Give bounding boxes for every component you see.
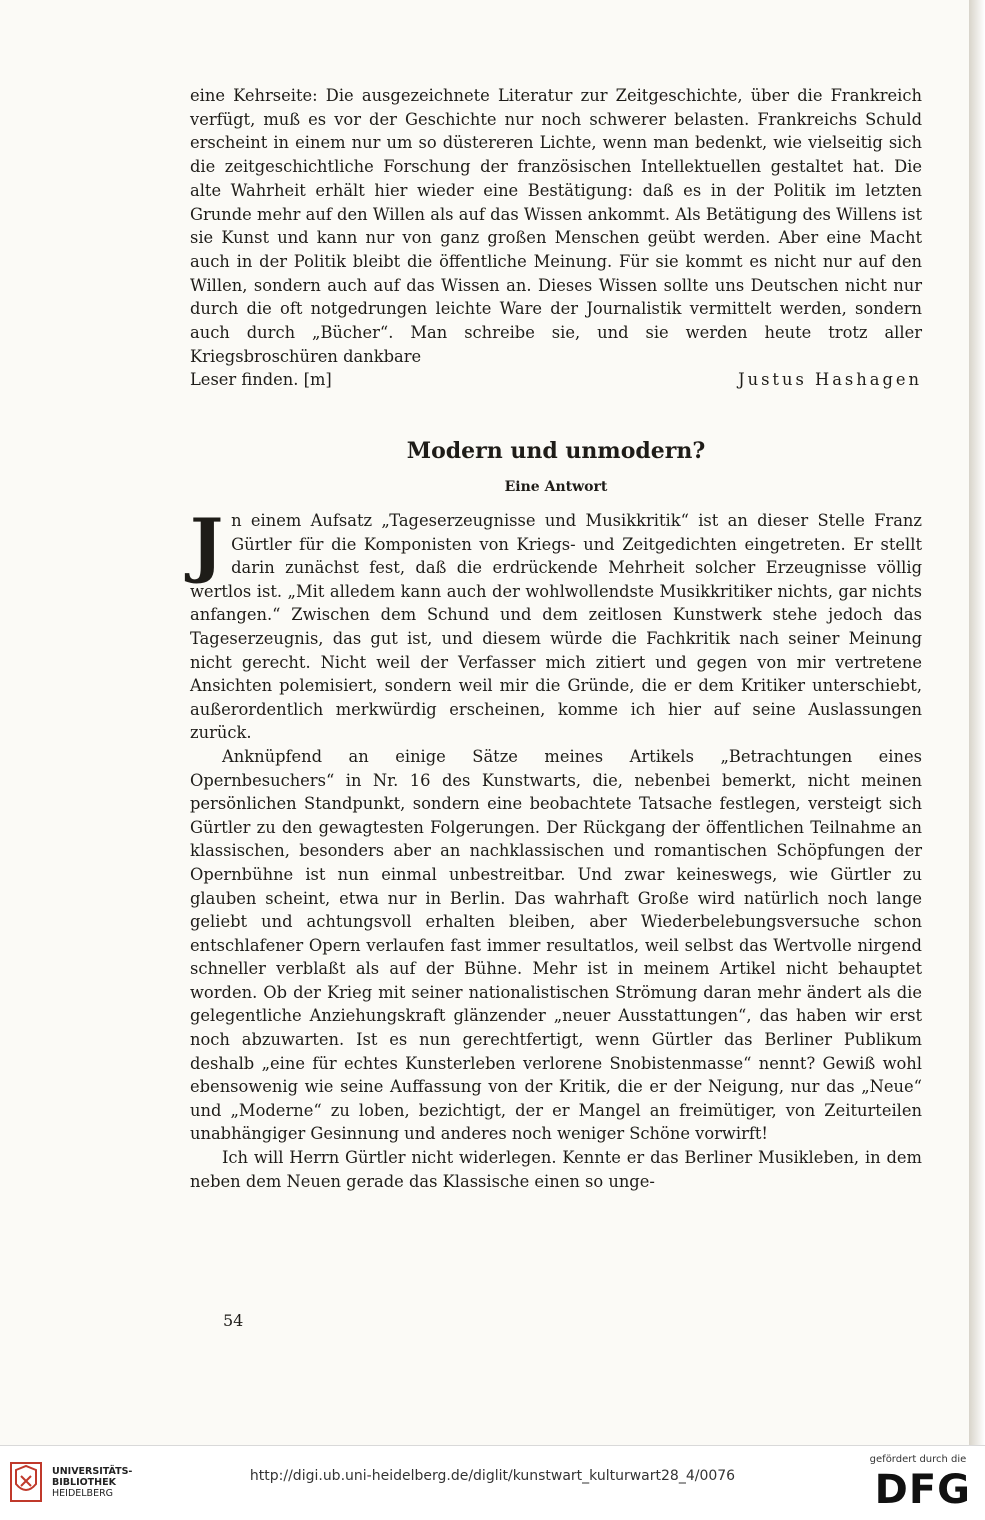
- article-paragraph-2: Anknüpfend an einige Sätze meines Artikels „Betrachtungen eines Opernbesuchers“ in Nr. 16 des Kunstwarts, die, nebenbei bemerkt, nicht meinen persönlichen Standpunkt, sondern eine beobachtete Tatsache festlegen, versteigt sich Gürtler zu den gewagtesten Folgerungen. Der Rückgang der öffentlichen Teilnahme an klassischen, besonders aber an nachklassischen und romantischen Schöpfungen der Opernbühne ist nun einmal unbestreitbar. Und zwar keineswegs, wie Gürtler zu glauben scheint, etwa nur in Berlin. Das wahrhaft Große wird natürlich noch lange geliebt und achtungsvoll erhalten bleiben, aber Wiederbelebungsversuche schon entschlafener Opern verlaufen fast immer resultatlos, weil selbst das Wertvolle nirgend schneller verblaßt als auf der Bühne. Mehr ist in meinem Artikel nicht behauptet worden. Ob der Krieg mit seiner nationalistischen Strömung daran mehr ändert als die gelegentliche Anziehungskraft glänzender „neuer Ausstattungen“, das haben wir erst noch abzuwarten. Ist es nun gerechtfertigt, wenn Gürtler das Berliner Publikum deshalb „eine für echtes Kunsterleben verlorene Snobistenmasse“ nennt? Gewiß wohl ebensowenig wie seine Auffassung von der Kritik, die er der Neigung, nur das „Neue“ und „Moderne“ zu loben, bezichtigt, der er Mangel an freimütiger, von Zeiturteilen unabhängiger Gesinnung und anderes noch weniger Schöne vorwirft!: [190, 746, 922, 1144]
- dfg-logo[interactable]: DFG: [874, 1467, 971, 1513]
- drop-cap: J: [190, 503, 224, 586]
- library-name-line-3: HEIDELBERG: [52, 1488, 114, 1499]
- article-subtitle: Eine Antwort: [504, 479, 608, 495]
- article-title: Modern und unmodern?: [406, 438, 706, 464]
- previous-article-text: [190, 84, 922, 392]
- author-signature: Justus Hashagen: [738, 370, 922, 390]
- article-paragraph-3: Ich will Herrn Gürtler nicht widerlegen. Kennte er das Berliner Musikleben, in dem neben dem Neuen gerade das Klassische einen so unge-: [190, 1148, 922, 1191]
- article-body: [190, 503, 922, 1193]
- library-name-line-2: BIBLIOTHEK: [52, 1477, 116, 1488]
- permalink-url[interactable]: http://digi.ub.uni-heidelberg.de/diglit/kunstwart_kulturwart28_4/0076: [249, 1468, 736, 1484]
- dfg-credit: gefördert durch die: [869, 1454, 967, 1465]
- article-paragraph-1: [190, 503, 922, 745]
- signature-line: [190, 368, 922, 392]
- closing-line: Leser finden. [m]: [190, 370, 332, 390]
- previous-article-paragraph: eine Kehrseite: Die ausgezeichnete Literatur zur Zeitgeschichte, über die Frankreich verfügt, muß es vor der Geschichte nur noch schwerer belasten. Frankreichs Schuld erscheint in einem nur um so düstereren Lichte, wenn man bedenkt, wie vielseitig sich die zeitgeschichtliche Forschung der französischen Intellektuellen gestaltet hat. Die alte Wahrheit erhält hier wieder eine Bestätigung: daß es in der Politik im letzten Grunde mehr auf den Willen als auf das Wissen ankommt. Als Betätigung des Willens ist sie Kunst und kann nur von ganz großen Menschen geübt werden. Aber eine Macht auch in der Politik bleibt die öffentliche Meinung. Für sie kommt es nicht nur auf den Willen, sondern auch auf das Wissen an. Dieses Wissen sollte uns Deutschen nicht nur durch die oft notgedrungen leichte Ware der Journalistik vermittelt werden, sondern auch durch „Bücher“. Man schreibe sie, und sie werden heute trotz aller Kriegsbroschüren dankbare: [190, 86, 922, 366]
- page-edge: [969, 0, 985, 1519]
- library-name-line-1: UNIVERSITÄTS-: [52, 1466, 133, 1477]
- paragraph-1-text: n einem Aufsatz „Tageserzeugnisse und Musikkritik“ ist an dieser Stelle Franz Gürtler für die Komponisten von Kriegs- und Zeitgedichten eingetreten. Er stellt darin zunächst fest, daß die erdrückende Mehrheit solcher Erzeugnisse völlig wertlos ist. „Mit alledem kann auch der wohlwollendste Musikkritiker nichts, gar nichts anfangen.“ Zwischen dem Schund und dem zeitlosen Kunstwerk stehe jedoch das Tageserzeugnis, das gut ist, und diesem würde die Fachkritik nach seiner Meinung nicht gerecht. Nicht weil der Verfasser mich zitiert und gegen von mir vertretene Ansichten polemisiert, sondern weil mir die Gründe, die er dem Kritiker unterschiebt, außerordentlich merkwürdig erscheinen, komme ich hier auf seine Auslassungen zurück.: [190, 511, 922, 743]
- viewer-footer: [0, 1445, 985, 1520]
- page-number: 54: [223, 1311, 244, 1330]
